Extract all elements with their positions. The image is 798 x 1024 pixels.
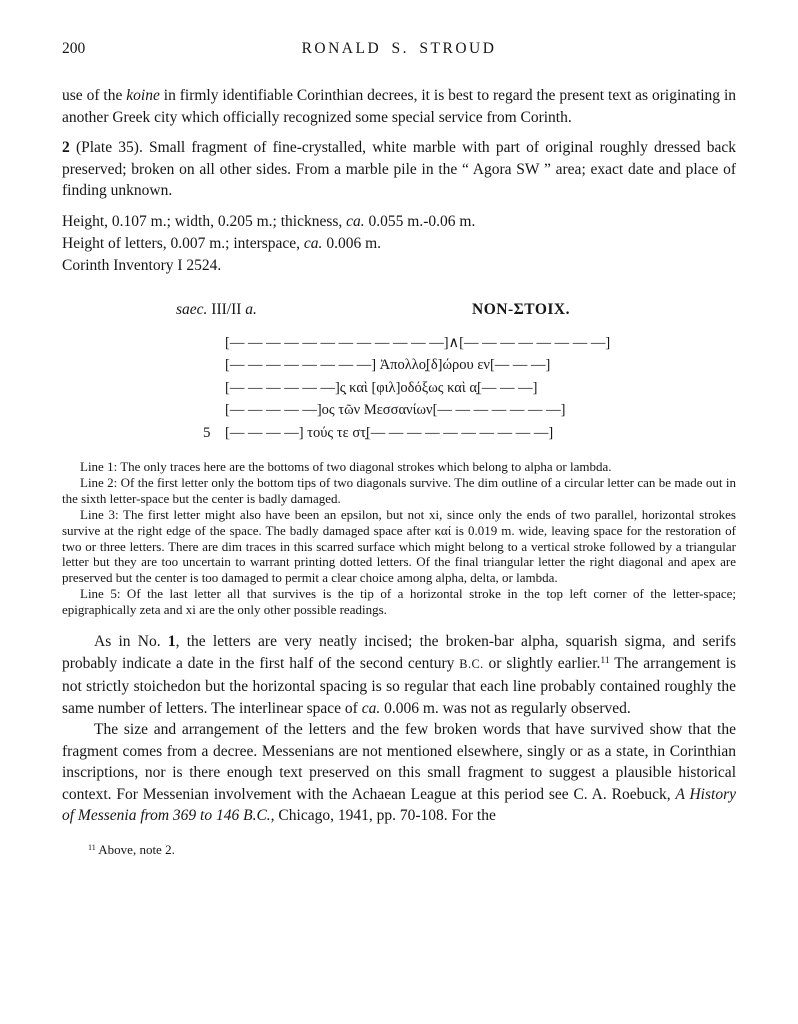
measurement-dimensions: Height, 0.107 m.; width, 0.205 m.; thickness, ca. 0.055 m.-0.06 m.: [62, 212, 476, 230]
page-number: 200: [62, 40, 86, 57]
page-header: [62, 40, 736, 62]
inscription-line-2: [225, 354, 736, 377]
inscription-line-3: [225, 377, 736, 400]
line-number: 5: [203, 424, 211, 441]
inscription-text: [— — — — — —]ς̣ καὶ [φιλ]οδόξως καὶ α̣[— — —]: [225, 379, 538, 396]
paragraph-entry-2: 2 (Plate 35). Small fragment of fine-crystalled, white marble with part of original roughly dressed back preserved; broken on all other sides. From a marble pile in the “ Agora SW ” area; exact date and place of finding unknown.: [62, 139, 736, 199]
inscription-line-4: [225, 399, 736, 422]
inventory-number: Corinth Inventory I 2524.: [62, 256, 222, 274]
stoichedon-label: NON-ΣΤΟΙΧ.: [472, 300, 570, 318]
inscription-text: [— — — —] τούς τε στ̣[— — — — — — — — — —]: [225, 424, 554, 441]
inscription-heading: [176, 301, 570, 319]
inscription-text: [— — — — —]ος τῶν Μεσσανίων[— — — — — — —]: [225, 402, 566, 418]
measurements-block: [62, 211, 736, 277]
date-label: saec. III/II a.: [176, 300, 257, 318]
running-header: RONALD S. STROUD: [301, 40, 497, 57]
inscription-line-1: [225, 332, 736, 355]
measurement-letters: Height of letters, 0.007 m.; interspace, ca. 0.006 m.: [62, 234, 381, 252]
note-line-1: Line 1: The only traces here are the bottoms of two diagonal strokes which belong to alpha or lambda.: [80, 459, 612, 474]
note-line-2: Line 2: Of the first letter only the bottom tips of two diagonals survive. The dim outline of a circular letter can be made out in the sixth letter-space but the center is badly damaged.: [62, 474, 736, 506]
paragraph-intro: use of the koine in firmly identifiable Corinthian decrees, it is best to regard the present text as originating in another Greek city which officially recognized some special service from Corinth.: [62, 87, 736, 126]
footnote-11: $^{11}$ Above, note 2.: [88, 841, 175, 857]
inscription-block: [203, 332, 736, 445]
note-line-5: Line 5: Of the last letter all that survives is the tip of a horizontal stroke in the top left corner of the letter-space; epigraphically zeta and xi are the only other possible readings.: [62, 586, 736, 618]
epigraphic-commentary: [62, 459, 736, 618]
note-line-3: Line 3: The first letter might also have been an epsilon, but not xi, since only the ends of two parallel, horizontal strokes survive at the right edge of the space. The badly damaged space after καί is 0.019 m. wide, leaving space for the restoration of two or three letters. There are dim traces in this scarred surface which might belong to a vertical stroke followed by a triangular letter but they are too uncertain to warrant printing dotted letters. Of the final triangular letter the right diagonal and apex are preserved but the center is too damaged to permit a clear choice among alpha, delta, or lambda.: [62, 506, 736, 586]
inscription-text: [— — — — — — — —] Ἀπολλο̣[δ]ώρου εν[— — —]: [225, 357, 551, 373]
paragraph-discussion-2: The size and arrangement of the letters and the few broken words that have survived show that the fragment comes from a decree. Messenians are not mentioned elsewhere, singly or as a state, in Corinthian inscriptions, nor is there enough text preserved on this small fragment to suggest a plausible historical context. For Messenian involvement with the Achaean League at this period see C. A. Roebuck, A History of Messenia from 369 to 146 B.C., Chicago, 1941, pp. 70-108. For the: [62, 721, 736, 825]
inscription-line-5: [203, 422, 736, 445]
inscription-text: [— — — — — — — — — — — —]∧[— — — — — — — —]: [225, 334, 611, 351]
paragraph-discussion-1: As in No. 1, the letters are very neatly incised; the broken-bar alpha, squarish sigma, and serifs probably indicate a date in the first half of the second century B.C. or slightly earlier.$^{11}$ The arrangement is not strictly stoichedon but the horizontal spacing is so regular that each line probably contained roughly the same number of letters. The interlinear space of ca. 0.006 m. was not as regularly observed.: [62, 633, 736, 717]
